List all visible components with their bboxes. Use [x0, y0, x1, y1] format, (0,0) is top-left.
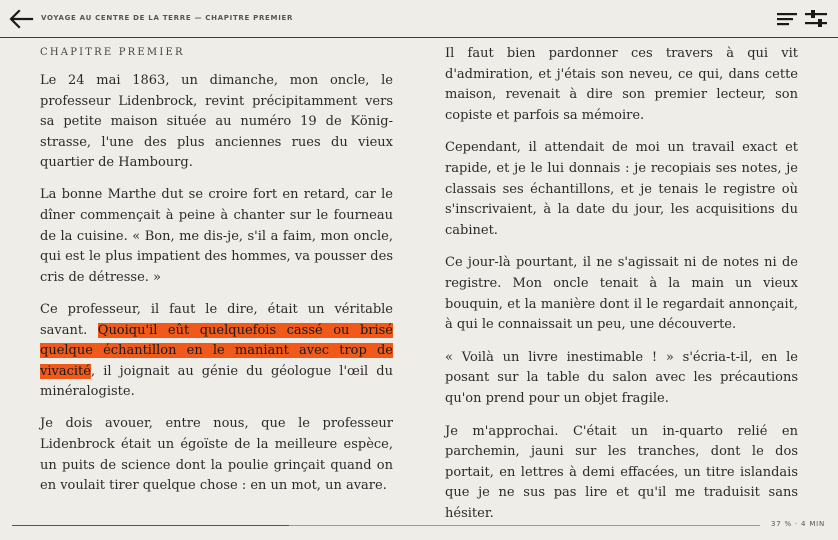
reading-status: 37 % · 4 MIN	[771, 520, 826, 528]
top-bar	[0, 0, 838, 38]
reading-progress-fill	[12, 525, 289, 526]
reading-progress-bar[interactable]	[12, 525, 760, 526]
paragraph[interactable]: Je m'approchai. C'était un in-quarto relié en parchemin, jauni sur les tranches, dont le dos portait, en lettres à demi effacées, un titre islandais que je ne sus pas lire et qu'il me traduisit sans hésiter.	[445, 423, 798, 521]
arrow-left-icon[interactable]	[8, 8, 34, 30]
right-column	[445, 44, 798, 536]
paragraph[interactable]: Le 24 mai 1863, un dimanche, mon oncle, le professeur Lidenbrock, revint précipitamment vers sa petite maison située au numéro 19 de König-strasse, l'une des plus anciennes rues du vieux quartier de Hambourg.	[40, 73, 393, 171]
paragraph[interactable]: Il faut bien pardonner ces travers à qui vit d'admiration, et j'étais son neveu, ce qui, dans cette maison, revenait à dire son premier lecteur, son copiste et parfois sa mémoire.	[445, 46, 798, 123]
paragraph-text: , il joignait au génie du géologue l'œil du minéralogiste.	[40, 363, 393, 400]
paragraph[interactable]: « Voilà un livre inestimable ! » s'écria-t-il, en le posant sur la table du salon avec les précautions qu'on prend pour un objet fragile.	[445, 349, 798, 406]
paragraph[interactable]: La bonne Marthe dut se croire fort en retard, car le dîner commençait à peine à chanter sur le fourneau de la cuisine. « Bon, me dis-je, s'il a faim, mon oncle, qui est le plus impatient des hommes, va pousser des cris de détresse. »	[40, 187, 393, 285]
menu-lines-icon[interactable]	[776, 11, 798, 27]
paragraph[interactable]: Je dois avouer, entre nous, que le professeur Lidenbrock était un égoïste de la meilleure espèce, un puits de science dont la poulie grinçait quand on en voulait tirer quelque chose : en un mot, un avare.	[40, 416, 393, 494]
left-column	[40, 44, 393, 508]
paragraph[interactable]: Ce jour-là pourtant, il ne s'agissait ni de notes ni de registre. Mon oncle tenait à la main un vieux bouquin, et la manière dont il le regardait annonçait, à qui le connaissait un peu, une découverte.	[445, 255, 798, 333]
paragraph[interactable]	[40, 300, 393, 403]
chapter-heading: CHAPITRE PREMIER	[40, 47, 185, 58]
book-title: VOYAGE AU CENTRE DE LA TERRE — CHAPITRE PREMIER	[41, 14, 294, 22]
highlighted-passage[interactable]: Quoiqu'il eût quelquefois cassé ou brisé quelque échantillon en le maniant avec trop de vivacité	[40, 322, 393, 379]
paragraph-text: Ce professeur, il faut le dire, était un véritable savant.	[40, 301, 393, 338]
sliders-icon[interactable]	[804, 9, 828, 29]
paragraph[interactable]: Cependant, il attendait de moi un travail exact et rapide, et je le lui donnais : je recopiais ses notes, je classais ses échantillons, et je tenais le registre où s'inscrivaient, à la date du jour, les acquisitions du cabinet.	[445, 140, 798, 238]
